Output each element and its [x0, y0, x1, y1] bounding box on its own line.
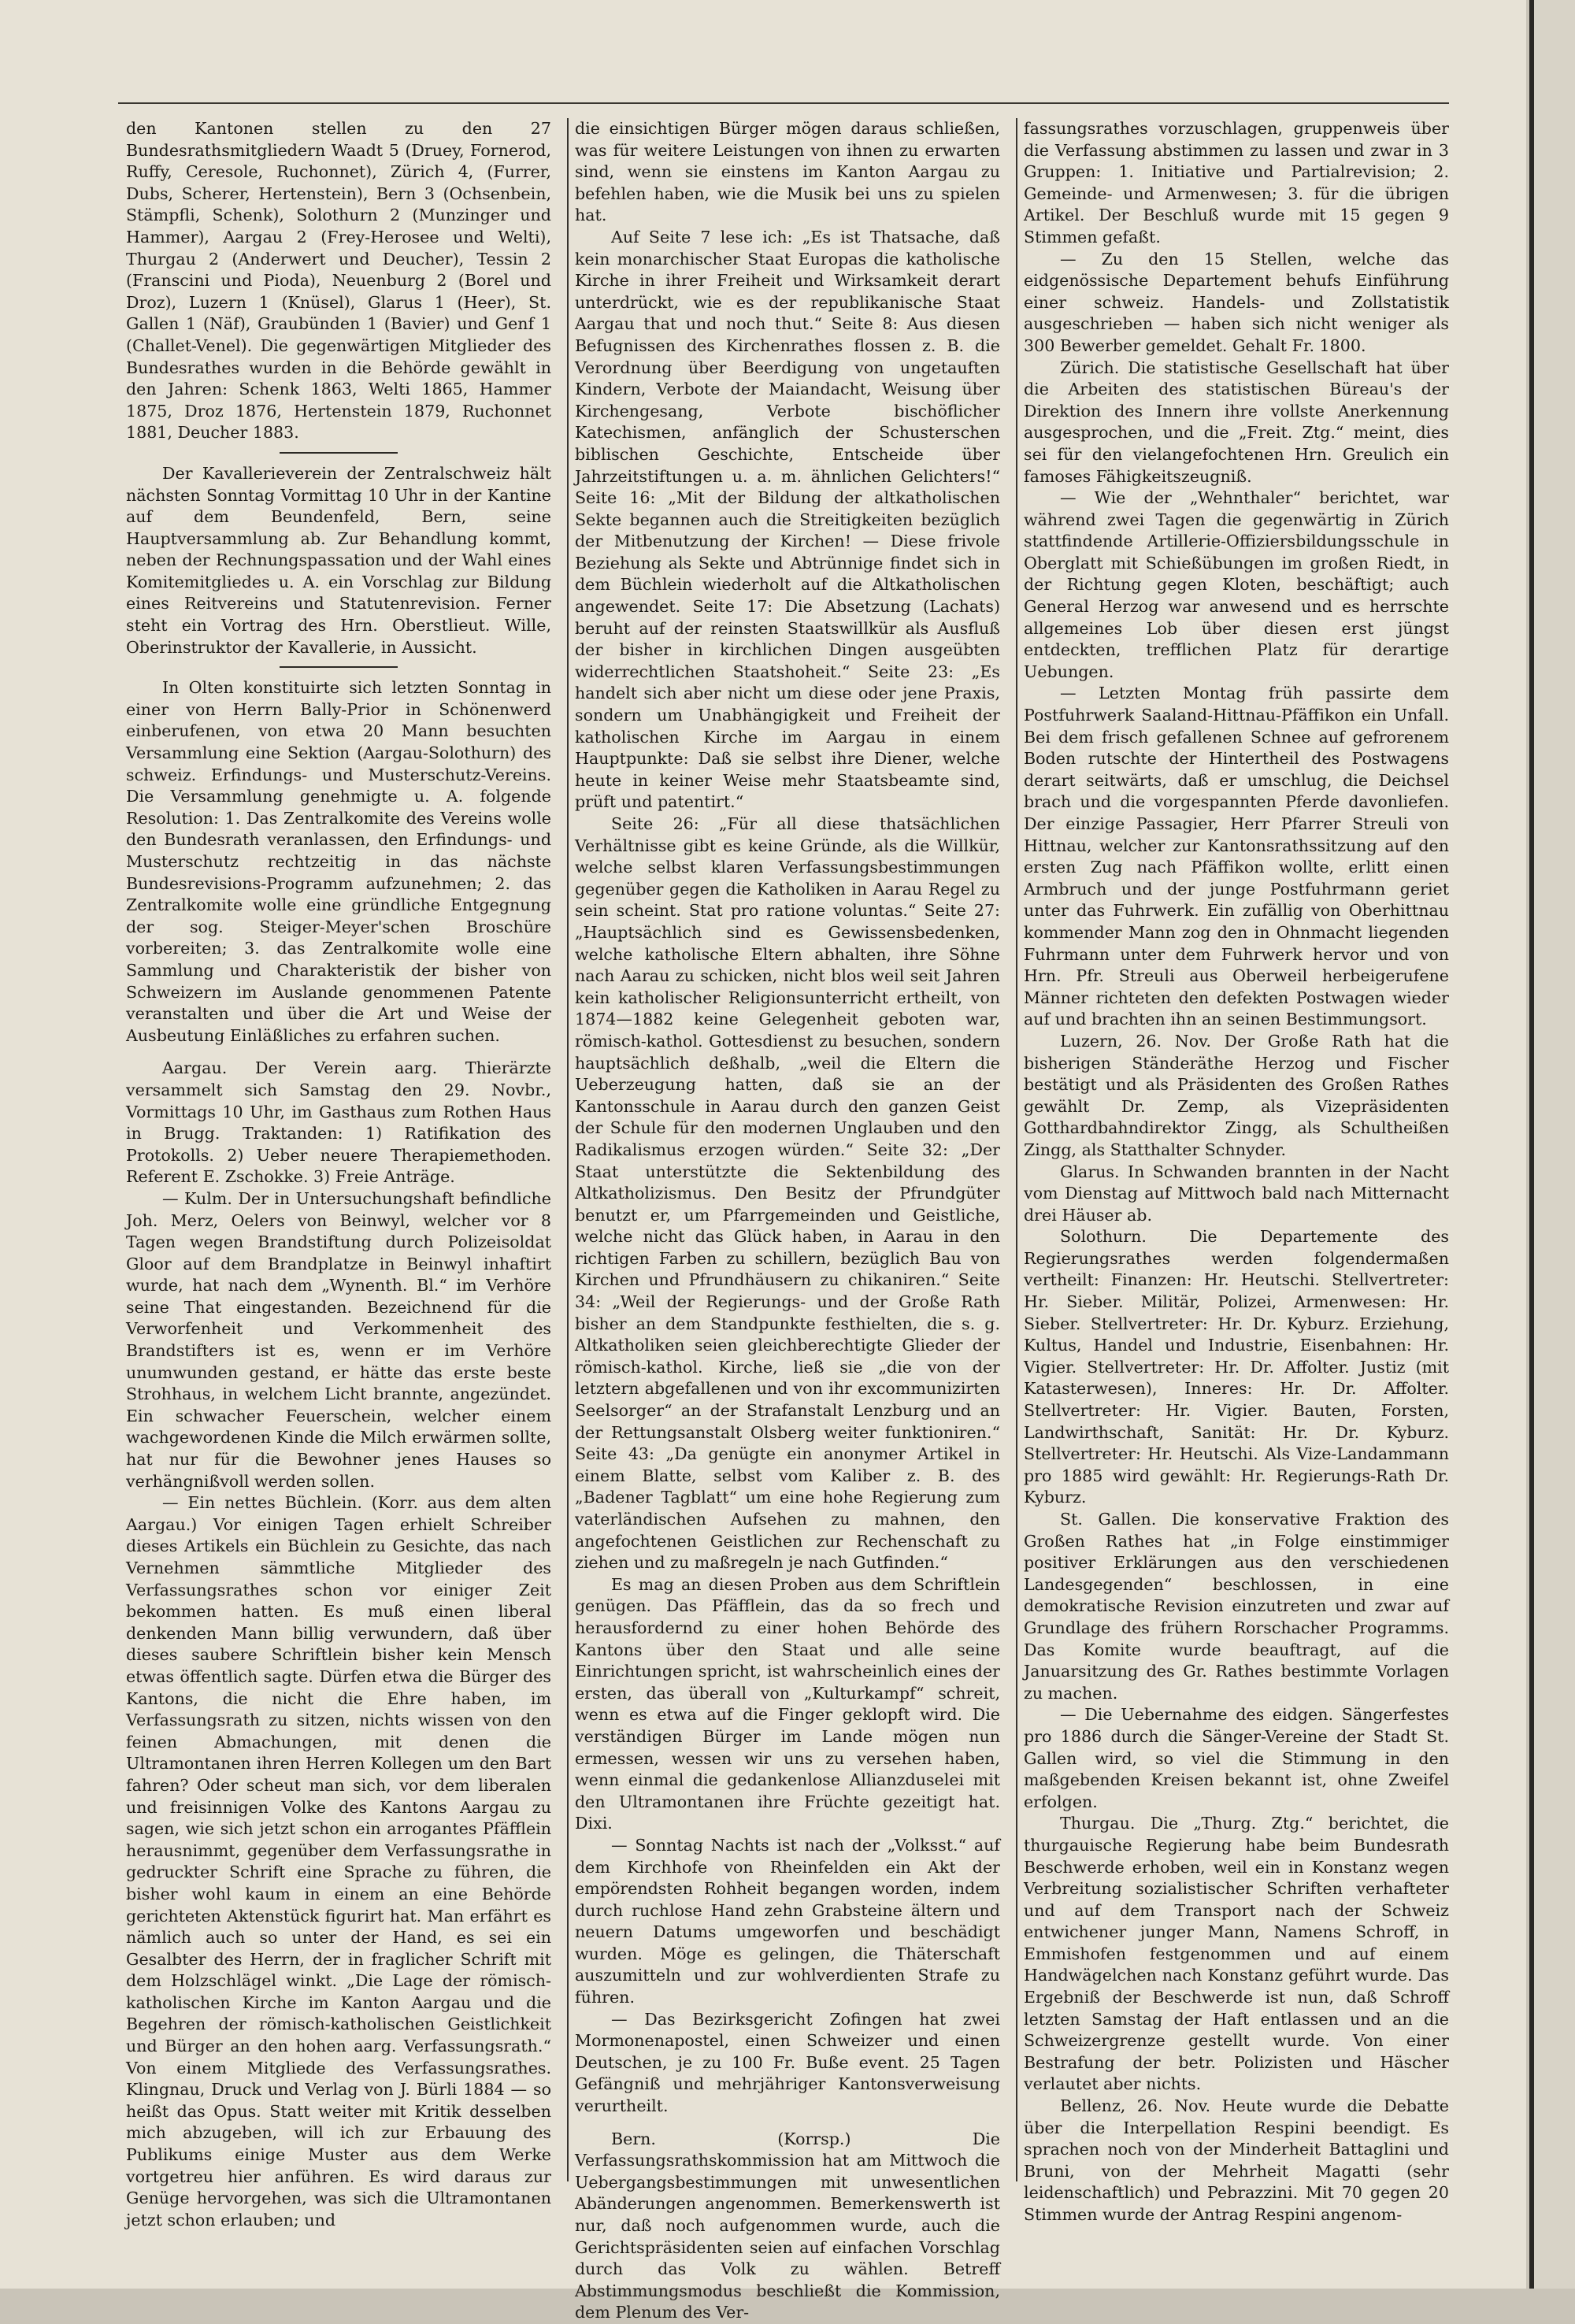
- article-seite-26: Seite 26: „Für all diese thatsächlichen Verhältnisse gibt es keine Gründe, als die Willkür, welche selbst klaren Verfassungsbestimmungen gegenüber gegen die Katholiken in Aarau Regel zu sein scheint. Stat pro ratione voluntas.“ Seite 27: „Hauptsächlich sind es Gewissensbedenken, welche katholische Eltern abhalten, ihre Söhne nach Aarau zu schicken, nicht blos weil seit Jahren kein katholischer Religionsunterricht ertheilt, von 1874—1882 keine Gelegenheit geboten war, römisch-kathol. Gottesdienst zu besuchen, sondern hauptsächlich deßhalb, „weil die Eltern die Ueberzeugung hatten, daß sie an der Kantonsschule in Aarau durch den ganzen Geist der Schule für den modernen Unglauben und den Radikalismus erzogen würden.“ Seite 32: „Der Staat unterstützte die Sektenbildung des Altkatholizismus. Den Besitz der Pfrundgüter benutzt er, um Pfarrgemeinden und Geistliche, welche nicht das Glück haben, in Aarau in den richtigen Farben zu schillern, bezüglich Bau von Kirchen und Pfrundhäusern zu chikaniren.“ Seite 34: „Weil der Regierungs- und der Große Rath bisher an dem Standpunkte festhielten, die s. g. Altkatholiken seien gleichberechtigte Glieder der römisch-kathol. Kirche, ließ sie „die von der letztern abgefallenen und von ihr excommunizirten Seelsorger“ an der Strafanstalt Lenzburg und an der Rettungsanstalt Olsberg weiter funktioniren.“ Seite 43: „Da genügte ein anonymer Artikel in einem Blatte, selbst vom Kaliber z. B. des „Badener Tagblatt“ um eine hohe Regierung zum vaterländischen Aufsehen zu mahnen, den angefochtenen Geistlichen zur Rechenschaft zu ziehen und zu maßregeln je nach Gutfinden.“: [575, 814, 1000, 1573]
- article-st-gallen: St. Gallen. Die konservative Fraktion des Großen Rathes hat „in Folge einstimmiger positiver Erklärungen aus den verschiedenen Landesgegenden“ beschlossen, in eine demokratische Revision einzutreten und zwar auf Grundlage des frühern Rorschacher Programms. Das Komite wurde beauftragt, auf die Januarsitzung des Gr. Rathes bestimmte Vorlagen zu machen.: [1024, 1510, 1449, 1703]
- adjacent-page-edge: [1529, 0, 1575, 2289]
- article-bern: Bern. (Korrsp.) Die Verfassungsrathskommission hat am Mittwoch die Uebergangsbestimmungen mit unwesentlichen Abänderungen angenommen. Bemerkenswerth ist nur, daß noch aufgenommen wurde, auch die Gerichtspräsidenten seien auf einfachen Vorschlag durch das Volk zu wählen. Betreff Abstimmungsmodus beschließt die Kommission, dem Plenum des Ver-: [575, 2129, 1000, 2322]
- article-zollstatistik: — Zu den 15 Stellen, welche das eidgenössische Departement behufs Einführung einer schweiz. Handels- und Zollstatistik ausgeschrieben — haben sich nicht weniger als 300 Bewerber gemeldet. Gehalt Fr. 1800.: [1024, 249, 1449, 355]
- article-bern-cont: fassungsrathes vorzuschlagen, gruppenweis über die Verfassung abstimmen zu lassen und zwar in 3 Gruppen: 1. Initiative und Partialrevision; 2. Gemeinde- und Armenwesen; 3. für die übrigen Artikel. Der Beschluß wurde mit 15 gegen 9 Stimmen gefaßt.: [1024, 119, 1449, 246]
- column-2: [575, 118, 1000, 2322]
- article-rheinfelden: — Sonntag Nachts ist nach der „Volksst.“ auf dem Kirchhofe von Rheinfelden ein Akt der empörendsten Rohheit begangen worden, indem durch ruchlose Hand zehn Grabsteine ältern und neuern Datums umgeworfen und beschädigt wurden. Möge es gelingen, die Thäterschaft auszumitteln und zur wohlverdienten Strafe zu führen.: [575, 1835, 1000, 2007]
- separator: [280, 666, 398, 668]
- top-border-rule: [118, 102, 1449, 104]
- article-bellenz: Bellenz, 26. Nov. Heute wurde die Debatte über die Interpellation Respini beendigt. Es sprachen noch von der Minderheit Battaglini und Bruni, von der Mehrheit Magatti (sehr leidenschaftlich) und Pebrazzini. Mit 70 gegen 20 Stimmen wurde der Antrag Respini angenom-: [1024, 2096, 1449, 2224]
- article-dixi: Es mag an diesen Proben aus dem Schriftlein genügen. Das Pfäfflein, das da so frech und herausfordernd zu einer hohen Behörde des Kantons über den Staat und alle seine Einrichtungen spricht, ist wahrscheinlich eines der ersten, das überall von „Kulturkampf“ schreit, wenn es etwa auf die Finger geklopft wird. Die verständigen Bürger im Lande mögen nun ermessen, wessen wir uns zu versehen haben, wenn einmal die gedankenlose Allianzduselei mit den Ultramontanen ihre Früchte gezeitigt hat. Dixi.: [575, 1574, 1000, 1833]
- article-zofingen: — Das Bezirksgericht Zofingen hat zwei Mormonenapostel, einen Schweizer und einen Deutschen, je zu 100 Fr. Buße event. 25 Tagen Gefängniß und mehrjähriger Kantonsverweisung verurtheilt.: [575, 2009, 1000, 2116]
- article-postfuhrwerk: — Letzten Montag früh passirte dem Postfuhrwerk Saaland-Hittnau-Pfäffikon ein Unfall. Bei dem frisch gefallenen Schnee auf gefrorenem Boden rutschte der Hintertheil des Postwagens derart seitwärts, daß er umschlug, die Deichsel brach und die vorgespannten Pferde davonliefen. Der einzige Passagier, Herr Pfarrer Streuli von Hittnau, welcher zur Kantonsrathssitzung auf den ersten Zug nach Pfäffikon wollte, erlitt einen Armbruch und der junge Postfuhrmann geriet unter das Fuhrwerk. Ein zufällig von Oberhittnau kommender Mann zog den in Ohnmacht liegenden Fuhrmann unter dem Fuhrwerk hervor und von Hrn. Pfr. Streuli aus Oberweil herbeigerufene Männer richteten den defekten Postwagen wieder auf und brachten ihn an seinen Bestimmungsort.: [1024, 684, 1449, 1029]
- article-thurgau: Thurgau. Die „Thurg. Ztg.“ berichtet, die thurgauische Regierung habe beim Bundesrath Beschwerde erhoben, weil ein in Konstanz wegen Verbreitung sozialistischer Schriften verhafteter und auf dem Transport nach der Schweiz entwichener junger Mann, Namens Schroff, in Emmishofen festgenommen und auf einem Handwägelchen nach Konstanz geführt wurde. Das Ergebniß der Beschwerde ist nun, daß Schroff letzten Samstag der Haft entlassen und an die Schweizergrenze gestellt wurde. Von einer Bestrafung der betr. Polizisten und Häscher verlautet aber nichts.: [1024, 1814, 1449, 2094]
- article-aargau: Aargau. Der Verein aarg. Thierärzte versammelt sich Samstag den 29. Novbr., Vormittags 10 Uhr, im Gasthaus zum Rothen Haus in Brugg. Traktanden: 1) Ratifikation des Protokolls. 2) Ueber neuere Therapiemethoden. Referent E. Zschokke. 3) Freie Anträge.: [126, 1058, 551, 1187]
- article-wehnthaler: — Wie der „Wehnthaler“ berichtet, war während zwei Tagen die gegenwärtig in Zürich stattfindende Artillerie-Offiziersbildungsschule in Oberglatt mit Schießübungen im großen Riedt, in der Richtung gegen Kloten, beschäftigt; auch General Herzog war anwesend und es herrschte allgemeines Lob über diesen erst jüngst entdeckten, trefflichen Platz für derartige Uebungen.: [1024, 488, 1449, 681]
- article-bundesrath: den Kantonen stellen zu den 27 Bundesrathsmitgliedern Waadt 5 (Druey, Fornerod, Ruffy, Ceresole, Ruchonnet), Zürich 4, (Furrer, Dubs, Scherer, Hertenstein), Bern 3 (Ochsenbein, Stämpfli, Schenk), Solothurn 2 (Munzinger und Hammer), Aargau 2 (Frey-Herosee und Welti), Thurgau 2 (Anderwert und Deucher), Tessin 2 (Franscini und Pioda), Neuenburg 2 (Borel und Droz), Luzern 1 (Knüsel), Glarus 1 (Heer), St. Gallen 1 (Näf), Graubünden 1 (Bavier) und Genf 1 (Challet-Venel). Die gegenwärtigen Mitglieder des Bundesrathes wurden in die Behörde gewählt in den Jahren: Schenk 1863, Welti 1865, Hammer 1875, Droz 1876, Hertenstein 1879, Ruchonnet 1881, Deucher 1883.: [126, 119, 551, 443]
- article-kulm: — Kulm. Der in Untersuchungshaft befindliche Joh. Merz, Oelers von Beinwyl, welcher vor 8 Tagen wegen Brandstiftung durch Polizeisoldat Gloor auf dem Brandplatze in Beinwyl inhaftirt wurde, hat nach dem „Wynenth. Bl.“ im Verhöre seine That eingestanden. Bezeichnend für die Verworfenheit und Verkommenheit des Brandstifters ist es, wenn er im Verhöre unumwunden gestand, er hätte das erste beste Strohhaus, in welchem Licht brannte, angezündet. Ein schwacher Feuerschein, welcher einem wachgewordenen Kinde die Milch erwärmen sollte, hat nur für die Bewohner jenes Hauses so verhängnißvoll werden sollen.: [126, 1188, 551, 1491]
- column-3: [1024, 118, 1449, 2224]
- article-saengerfest: — Die Uebernahme des eidgen. Sängerfestes pro 1886 durch die Sänger-Vereine der Stadt St. Gallen wird, so viel die Stimmung in den maßgebenden Kreisen bekannt ist, ohne Zweifel erfolgen.: [1024, 1705, 1449, 1811]
- article-olten: In Olten konstituirte sich letzten Sonntag in einer von Herrn Bally-Prior in Schönenwerd einberufenen, von etwa 20 Mann besuchten Versammlung eine Sektion (Aargau-Solothurn) des schweiz. Erfindungs- und Musterschutz-Vereins. Die Versammlung genehmigte u. A. folgende Resolution: 1. Das Zentralkomite des Vereins wolle den Bundesrath veranlassen, den Erfindungs- und Musterschutz rechtzeitig in das nächste Bundesrevisions-Programm aufzunehmen; 2. das Zentralkomite wolle eine gründliche Entgegnung der sog. Steiger-Meyer'schen Broschüre vorbereiten; 3. das Zentralkomite wolle eine Sammlung und Charakteristik der bisher von Schweizern im Auslande genommenen Patente veranstalten und über die Art und Weise der Ausbeutung Einläßliches zu erfahren suchen.: [126, 678, 551, 1045]
- text-columns: [126, 118, 1449, 2322]
- article-solothurn: Solothurn. Die Departemente des Regierungsrathes werden folgendermaßen vertheilt: Finanzen: Hr. Heutschi. Stellvertreter: Hr. Sieber. Militär, Polizei, Armenwesen: Hr. Sieber. Stellvertreter: Hr. Dr. Kyburz. Erziehung, Kultus, Handel und Industrie, Eisenbahnen: Hr. Vigier. Stellvertreter: Hr. Dr. Affolter. Justiz (mit Katasterwesen), Inneres: Hr. Dr. Affolter. Stellvertreter: Hr. Vigier. Bauten, Forsten, Landwirthschaft, Sanität: Hr. Dr. Kyburz. Stellvertreter: Hr. Heutschi. Als Vize-Landammann pro 1885 wird gewählt: Hr. Regierungs-Rath Dr. Kyburz.: [1024, 1227, 1449, 1507]
- article-luzern: Luzern, 26. Nov. Der Große Rath hat die bisherigen Ständeräthe Herzog und Fischer bestätigt und als Präsidenten des Großen Rathes gewählt Dr. Zemp, als Vizepräsidenten Gotthardbahndirektor Zingg, als Schultheißen Zingg, als Statthalter Schnyder.: [1024, 1031, 1449, 1159]
- separator: [280, 452, 398, 454]
- article-buechlein: — Ein nettes Büchlein. (Korr. aus dem alten Aargau.) Vor einigen Tagen erhielt Schreiber dieses Artikels ein Büchlein zu Gesichte, das nach Vernehmen sämmtliche Mitglieder des Verfassungsrathes schon vor einiger Zeit bekommen hatten. Es muß einen liberal denkenden Mann billig verwundern, daß über dieses saubere Schriftlein bisher kein Mensch etwas öffentlich sagte. Dürfen etwa die Bürger des Kantons, die nicht die Ehre haben, im Verfassungsrath zu sitzen, nichts wissen von den feinen Abmachungen, mit denen die Ultramontanen ihren Herren Kollegen um den Bart fahren? Oder scheut man sich, vor dem liberalen und freisinnigen Volke des Kantons Aargau zu sagen, wie sich jetzt schon ein arrogantes Pfäfflein herausnimmt, gegenüber dem Verfassungsrathe in gedruckter Schrift eine Sprache zu führen, die bisher wohl kaum in einem an eine Behörde gerichteten Aktenstück figurirt hat. Man erfährt es nämlich auch so unter der Hand, es sei ein Gesalbter des Herrn, der in fraglicher Schrift mit dem Holzschlägel winkt. „Die Lage der römisch-katholischen Kirche im Kanton Aargau und die Begehren der römisch-katholischen Geistlichkeit und Bürger an den hohen aarg. Verfassungsrath.“ Von einem Mitgliede des Verfassungsrathes. Klingnau, Druck und Verlag von J. Bürli 1884 — so heißt das Opus. Statt weiter mit Kritik desselben mich abzugeben, will ich zur Erbauung des Publikums einige Muster aus dem Werke vortgetreu hier anführen. Es wird daraus zur Genüge hervorgehen, was sich die Ultramontanen jetzt schon erlauben; und: [126, 1493, 551, 2229]
- column-1: [126, 118, 551, 2229]
- article-buechlein-cont: die einsichtigen Bürger mögen daraus schließen, was für weitere Leistungen von ihnen zu erwarten sind, wenn sie einstens im Kanton Aargau zu befehlen haben, wie die Musik bei uns zu spielen hat.: [575, 119, 1000, 225]
- article-kavallerieverein: Der Kavallerieverein der Zentralschweiz hält nächsten Sonntag Vormittag 10 Uhr in der Kantine auf dem Beundenfeld, Bern, seine Hauptversammlung ab. Zur Behandlung kommt, neben der Rechnungspassation und der Wahl eines Komitemitgliedes u. A. ein Vorschlag zur Bildung eines Reitvereins und Statutenrevision. Ferner steht ein Vortrag des Hrn. Oberstlieut. Wille, Oberinstruktor der Kavallerie, in Aussicht.: [126, 463, 551, 657]
- article-seite-7: Auf Seite 7 lese ich: „Es ist Thatsache, daß kein monarchischer Staat Europas die katholische Kirche in ihrer Freiheit und Wirksamkeit derart unterdrückt, wie es der republikanische Staat Aargau that und noch thut.“ Seite 8: Aus diesen Befugnissen des Kirchenrathes flossen z. B. die Verordnung über Beerdigung von ungetauften Kindern, Verbote der Maiandacht, Weisung über Kirchengesang, Verbote bischöflicher Katechismen, anfänglich der Schusterschen biblischen Geschichte, Entscheide über Jahrzeitstiftungen u. a. m. ähnlichen Gelichters!“ Seite 16: „Mit der Bildung der altkatholischen Sekte begannen auch die Streitigkeiten bezüglich der Mitbenutzung der Kirchen! — Diese frivole Beziehung als Sekte und Abtrünnige findet sich in dem Büchlein wiederholt auf die Altkatholischen angewendet. Seite 17: Die Absetzung (Lachats) beruht auf der reinsten Staatswillkür als Ausfluß der bisher in kirchlichen Dingen ausgeübten widerrechtlichen Staatshoheit.“ Seite 23: „Es handelt sich aber nicht um diese oder jene Praxis, sondern um Unabhängigkeit und Freiheit der katholischen Kirche im Aargau in einem Hauptpunkte: Daß sie selbst ihre Diener, welche heute in keiner Weise mehr Staatsbeamte sind, prüft und patentirt.“: [575, 227, 1000, 812]
- article-glarus: Glarus. In Schwanden brannten in der Nacht vom Dienstag auf Mittwoch bald nach Mitternacht drei Häuser ab.: [1024, 1162, 1449, 1225]
- article-zuerich: Zürich. Die statistische Gesellschaft hat über die Arbeiten des statistischen Büreau's der Direktion des Innern ihre vollste Anerkennung ausgesprochen, und die „Freit. Ztg.“ meint, dies sei für den vielangefochtenen Hrn. Greulich ein famoses Fähigkeitszeugniß.: [1024, 358, 1449, 486]
